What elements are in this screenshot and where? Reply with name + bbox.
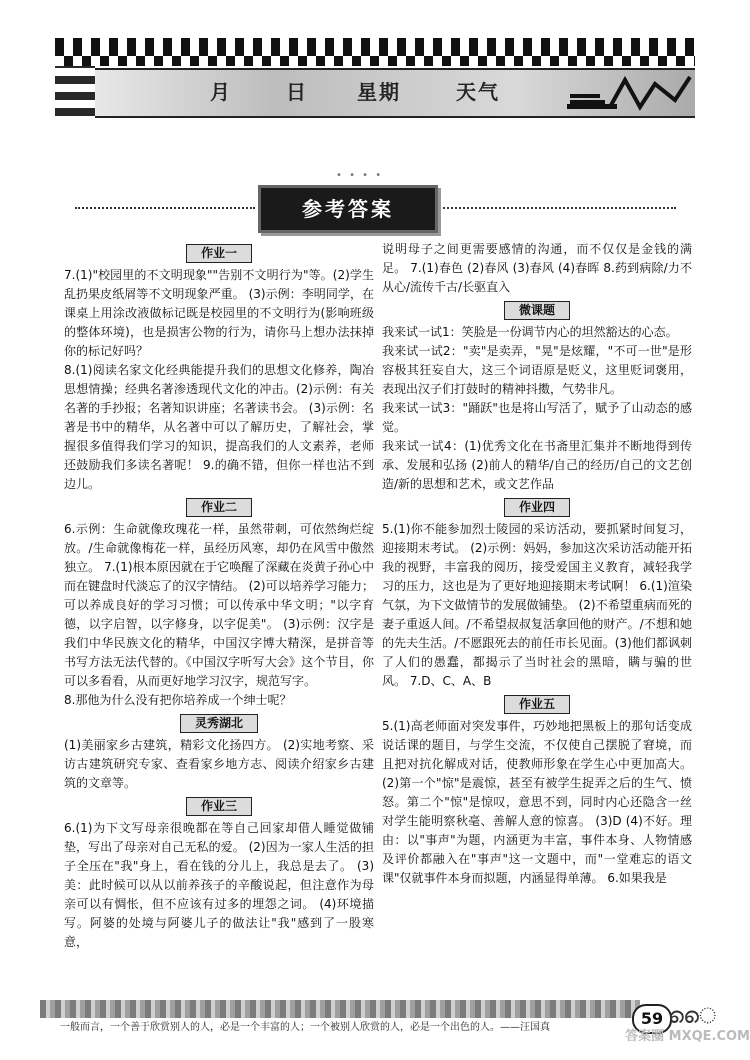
weather-label: 天气 (456, 80, 500, 104)
footer-band (40, 1000, 640, 1018)
section-heading (64, 498, 374, 517)
day-label: 日 (286, 80, 308, 104)
title-rule-left (75, 207, 255, 213)
section-heading-label: 作业一 (186, 244, 252, 263)
answer-paragraph: 我来试一试1：笑脸是一份调节内心的坦然豁达的心态。 (382, 325, 678, 339)
header-checker-top (55, 38, 695, 56)
month-label: 月 (210, 80, 232, 104)
section-heading-label: 微课题 (504, 301, 570, 320)
swirl-icon: ൈ (668, 1004, 717, 1029)
section-heading (64, 797, 374, 816)
footer-quote: 一般而言，一个善于欣赏别人的人，必是一个丰富的人；一个被别人欣赏的人，必是一个出色的人。——汪国真 (60, 1022, 550, 1033)
section-heading-label: 作业五 (504, 695, 570, 714)
section-heading (382, 695, 692, 714)
section-heading (64, 244, 374, 263)
section-heading-label: 作业三 (186, 797, 252, 816)
section-heading (382, 301, 692, 320)
section-heading-label: 作业二 (186, 498, 252, 517)
answer-paragraph: (1)美丽家乡古建筑，精彩文化扬四方。 (2)实地考察、采访古建筑研究专家、查看家乡地方志、阅读介绍家乡古建筑的文章等。 (64, 738, 374, 790)
answer-paragraph: 我来试一试3："踊跃"也是将山写活了，赋予了山动态的感觉。 (382, 401, 692, 434)
answer-paragraph: 8.那他为什么没有把你培养成一个绅士呢？ (64, 693, 292, 707)
header-checker-bottom (55, 56, 695, 66)
page-title: 参考答案 (258, 185, 438, 233)
title-rule-right (436, 207, 676, 213)
answer-paragraph: 6.示例：生命就像玫瑰花一样，虽然带刺，可依然绚烂绽放。/生命就像梅花一样，虽经历风寒，却仍在风雪中傲然独立。 7.(1)根本原因就在于它唤醒了深藏在炎黄子孙心中而在键盘时代淡忘了的汉字情结。 (2)可以培养学习能力；可以养成良好的学习习惯；可以传承中华文明；"以字育德，以字启智，以字修身，以字促美"。 (3)示例：汉字是我们中华民族文化的精华，中国汉字博大精深，是拼音等书写方法无法代替的。《中国汉字听写大会》这个节目，你可以多看看，从而更好地学习汉字，规范写字。 (64, 522, 374, 688)
answer-paragraph: 6.(1)为下文写母亲很晚都在等自己回家却借人睡觉做铺垫，写出了母亲对自己无私的爱。 (2)因为一家人生活的担子全压在"我"身上，看在钱的分儿上，我总是去了。 (3)美：此时候可以从以前养孩子的辛酸说起，但注意作为母亲可以有惆怅，但不应该有过多的埋怨之词。 (4)环境描写。阿婆的处境与阿婆儿子的做法让"我"感到了一股寒意， (64, 821, 374, 949)
answer-paragraph: 7.(1)"校园里的不文明现象""告别不文明行为"等。(2)学生乱扔果皮纸屑等不文明现象严重。 (3)示例：李明同学，在课桌上用涂改液做标记既是校园里的不文明行为(影响班级的整体环境)，也是损害公物的行为，请你马上想办法抹掉你的标记好吗？ (64, 268, 374, 358)
page-number: 59 (632, 1004, 672, 1034)
section-heading (382, 498, 692, 517)
answer-paragraph: 我来试一试2："卖"是卖弄，"晃"是炫耀，"不可一世"是形容极其狂妄自大，这三个词语原是贬义，这里贬词褒用，表现出汉子们打鼓时的精神抖擞，气势非凡。 (382, 344, 692, 396)
title-dots: • • • • (336, 170, 384, 181)
section-heading-label: 作业四 (504, 498, 570, 517)
answer-paragraph: 我来试一试4：(1)优秀文化在书斋里汇集并不断地得到传承、发展和弘扬 (2)前人的精华/自己的经历/自己的文艺创造/新的思想和艺术，或文艺作品 (382, 439, 692, 491)
header-checker-left (55, 66, 95, 116)
answer-paragraph: 5.(1)你不能参加烈士陵园的采访活动，要抓紧时间复习，迎接期末考试。 (2)示例：妈妈，参加这次采访活动能开拓我的视野，丰富我的阅历，接受爱国主义教育，减轻我学习的压力，这也是为了更好地迎接期末考试啊！ 6.(1)渲染气氛，为下文做情节的发展做铺垫。 (2)不希望重病而死的妻子重返人间。/不希望叔叔复活拿回他的财产。/不想和她的先夫生活。/不愿跟死去的前任市长见面。(3)他们都讽刺了人们的愚蠢，都揭示了当时社会的黑暗，瞒与骗的世风。 7.D、C、A、B (382, 522, 692, 688)
section-heading-label: 灵秀湖北 (180, 714, 258, 733)
watermark: 答案圈 MXQE.COM (625, 1029, 750, 1044)
answer-paragraph: 说明母子之间更需要感情的沟通，而不仅仅是金钱的满足。 7.(1)春色 (2)春风 (3)春风 (4)春晖 8.药到病除/力不从心/流传千古/长驱直入 (382, 242, 692, 294)
left-column (64, 240, 374, 952)
right-column (382, 240, 692, 888)
answer-paragraph: 8.(1)阅读名家文化经典能提升我们的思想文化修养，陶冶思想情操；经典名著渗透现代文化的冲击。(2)示例：有关名著的手抄报；名著知识讲座；名著读书会。 (3)示例：名著是书中的精华，从名著中可以了解历史，了解社会，掌握很多值得我们学习的知识，提高我们的人文素养，老师还鼓励我们多读名著呢！ 9.的确不错，但你一样也沾不到边儿。 (64, 363, 374, 491)
weekday-label: 星期 (357, 80, 401, 104)
header-decoration (565, 72, 695, 112)
section-heading (64, 714, 374, 733)
answer-paragraph: 5.(1)高老师面对突发事件，巧妙地把黑板上的那句话变成说话课的题目，与学生交流，不仅使自己摆脱了窘境，而且把对抗化解成对话，使教师形象在学生心中更加高大。 (2)第一个"惊"是震惊，甚至有被学生捉弄之后的生气、愤怒。第二个"惊"是惊叹，意思不到，同时内心还隐含一丝对学生能明察秋毫、善解人意的惊喜。 (3)D (4)不好。理由：以"事声"为题，内涵更为丰富，事件本身、人物情感及评价都融入在"事声"这一文题中，而"一堂难忘的语文课"仅就事件本身而拟题，内涵显得单薄。 6.如果我是 (382, 719, 692, 885)
